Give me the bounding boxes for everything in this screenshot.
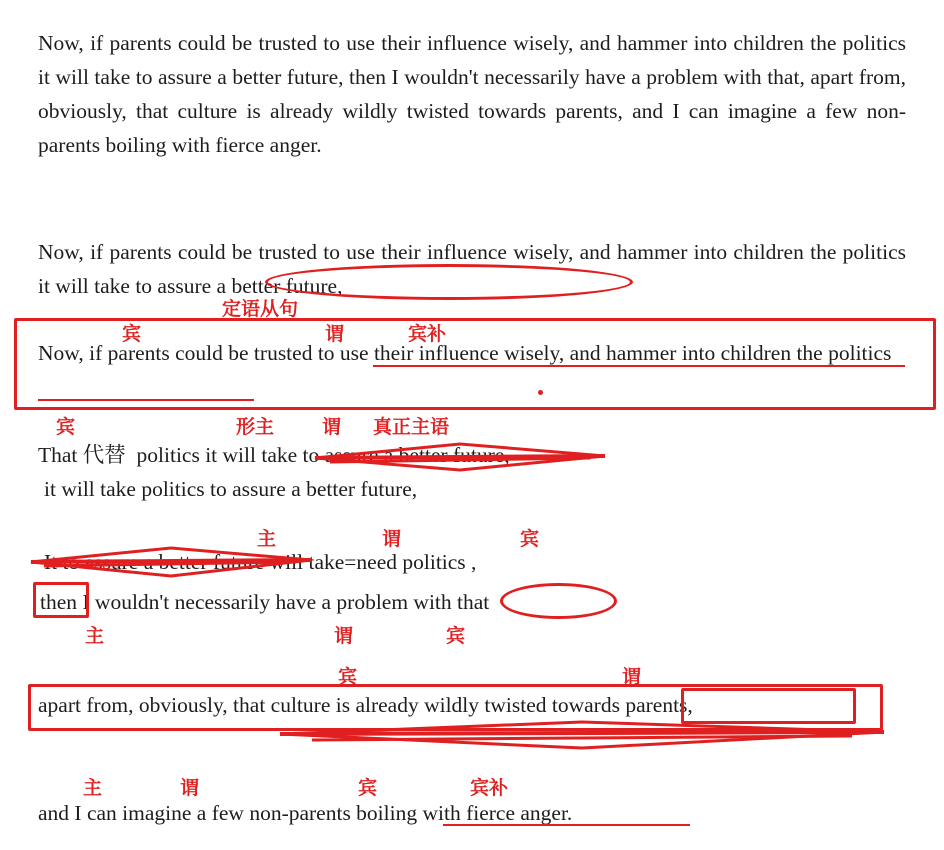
annotation-label-object-complement-1: 宾补 (408, 323, 447, 345)
annotation-label-subject-1: 主 (257, 528, 277, 550)
annotation-label-relative-clause: 定语从句 (222, 298, 299, 320)
annotation-label-subject-3: 主 (83, 777, 103, 799)
paragraph-clause-apart-from: apart from, obviously, that culture is already wildly twisted towards parents, (38, 693, 693, 717)
annotation-label-object-4: 宾 (446, 625, 466, 647)
annotation-label-object-5: 宾 (338, 666, 358, 688)
annotation-label-object-1: 宾 (122, 323, 142, 345)
paragraph-clause-and-i-can-imagine: and I can imagine a few non-parents boiling with fierce anger. (38, 801, 573, 825)
dot-mark (538, 390, 543, 395)
annotation-label-subject-2: 主 (85, 625, 105, 647)
paragraph-breakdown-2: Now, if parents could be trusted to use their influence wisely, and hammer into children the politics (38, 341, 892, 365)
annotation-label-object-2: 宾 (56, 416, 76, 438)
annotation-label-predicate-5: 谓 (622, 666, 642, 688)
annotation-label-object-6: 宾 (358, 777, 378, 799)
annotation-label-predicate-2: 谓 (322, 416, 342, 438)
paragraph-rewrite-2: it will take politics to assure a better future, (44, 477, 418, 501)
annotation-label-predicate-4: 谓 (334, 625, 354, 647)
underline-object-1 (38, 399, 254, 401)
annotation-label-predicate-3: 谓 (382, 528, 402, 550)
scribble-underline-lens (272, 718, 892, 752)
annotation-label-predicate-1: 谓 (325, 323, 345, 345)
paragraph-clause-then: then I wouldn't necessarily have a problem with that (40, 590, 490, 614)
paragraph-rewrite-1: That 代替 politics it will take to assure a better future, (38, 443, 510, 467)
annotation-label-formal-subject: 形主 (236, 416, 275, 438)
annotation-label-object-complement-2: 宾补 (470, 777, 509, 799)
paragraph-original: Now, if parents could be trusted to use their influence wisely, and hammer into children the politics it will take to assure a better future, then I wouldn't necessarily have a problem with that, apart from, obviously, that culture is already wildly twisted towards parents, and I can imagine a few non-parents boiling with fierce anger. (38, 31, 912, 157)
paragraph-breakdown-1: Now, if parents could be trusted to use their influence wisely, and hammer into children the politics it will take to assure a better future, (38, 240, 912, 298)
annotation-label-object-3: 宾 (520, 528, 540, 550)
paragraph-rewrite-3: It to assure a better future will take=need politics , (44, 550, 477, 574)
annotation-label-predicate-6: 谓 (180, 777, 200, 799)
annotation-label-real-subject: 真正主语 (373, 416, 450, 438)
